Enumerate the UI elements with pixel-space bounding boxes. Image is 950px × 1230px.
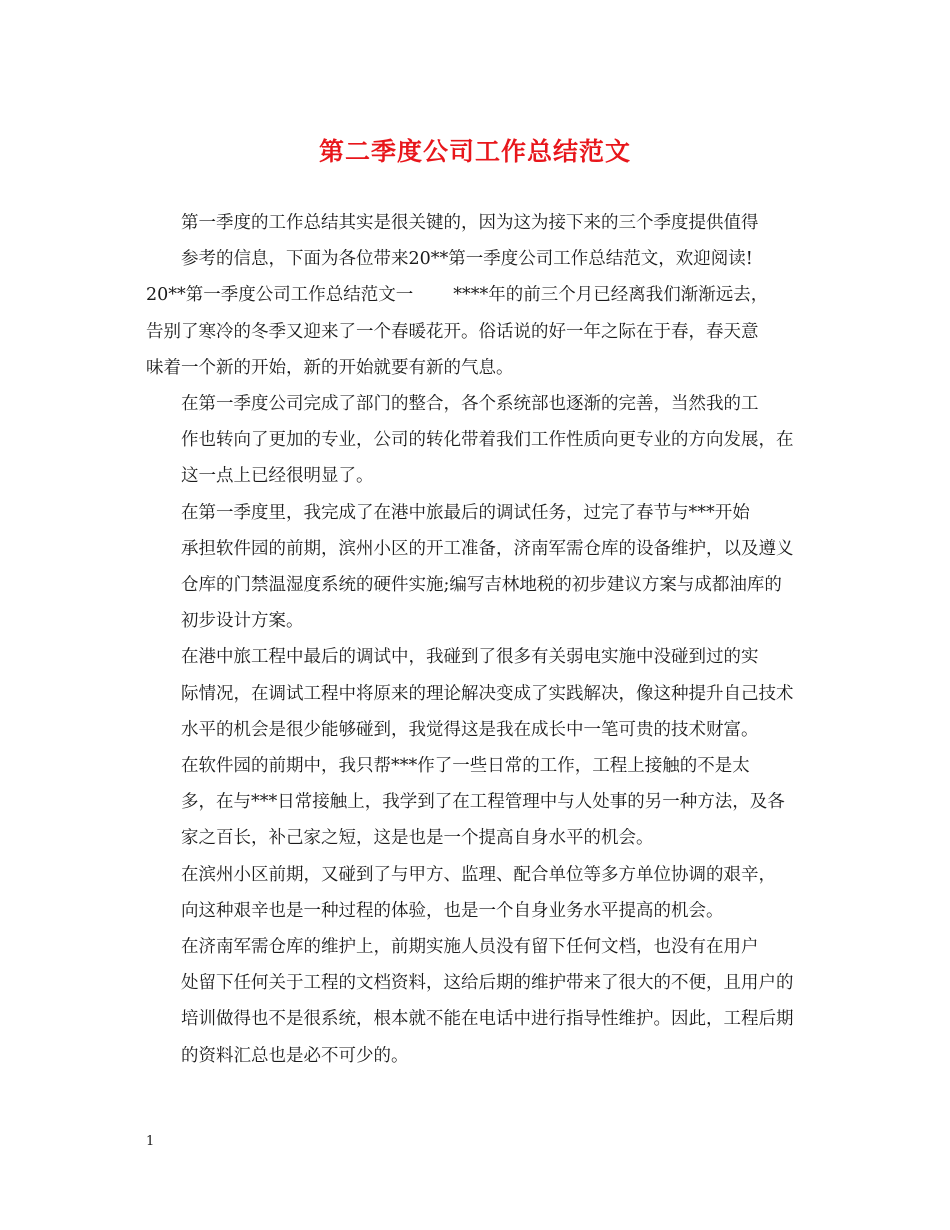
text-line: 的资料汇总也是必不可少的。 <box>181 1045 409 1066</box>
text-line: 多，在与***日常接触上，我学到了在工程管理中与人处事的另一种方法，及各 <box>181 792 785 813</box>
text-line: 告别了寒冷的冬季又迎来了一个春暖花开。俗话说的好一年之际在于春，春天意 <box>146 321 759 342</box>
text-line: 在济南军需仓库的维护上，前期实施人员没有留下任何文档，也没有在用户 <box>181 937 759 958</box>
text-line: 培训做得也不是很系统，根本就不能在电话中进行指导性维护。因此，工程后期 <box>181 1009 794 1030</box>
text-line: 在滨州小区前期，又碰到了与甲方、监理、配合单位等多方单位协调的艰辛， <box>181 864 776 885</box>
paragraph <box>146 495 811 640</box>
page-number: 1 <box>146 1134 155 1149</box>
paragraph-intro <box>146 205 811 277</box>
paragraph <box>146 929 811 1074</box>
paragraph <box>146 639 811 748</box>
text-line: 味着一个新的开始，新的开始就要有新的气息。 <box>146 357 514 378</box>
paragraph <box>146 748 811 857</box>
text-line <box>146 277 811 313</box>
text-line: 第一季度的工作总结其实是很关键的，因为这为接下来的三个季度提供值得 <box>181 213 759 233</box>
text-line: 处留下任何关于工程的文档资料，这给后期的维护带来了很大的不便，且用户的 <box>181 973 794 994</box>
text-fragment: ****年的前三个月已经离我们渐渐远去， <box>453 285 769 306</box>
text-line: 仓库的门禁温湿度系统的硬件实施;编写吉林地税的初步建议方案与成都油库的 <box>181 575 782 596</box>
text-line: 在第一季度里，我完成了在港中旅最后的调试任务，过完了春节与***开始 <box>181 502 750 523</box>
text-line: 初步设计方案。 <box>181 611 304 632</box>
text-line: 在港中旅工程中最后的调试中，我碰到了很多有关弱电实施中没碰到过的实 <box>181 647 759 668</box>
paragraph <box>146 386 811 495</box>
text-line: 水平的机会是很少能够碰到，我觉得这是我在成长中一笔可贵的技术财富。 <box>181 719 759 740</box>
text-line: 这一点上已经很明显了。 <box>181 466 374 487</box>
text-line: 向这种艰辛也是一种过程的体验，也是一个自身业务水平提高的机会。 <box>181 900 724 921</box>
text-line: 在第一季度公司完成了部门的整合，各个系统部也逐渐的完善，当然我的工 <box>181 394 759 415</box>
page-title: 第二季度公司工作总结范文 <box>318 137 631 166</box>
paragraph <box>146 857 811 929</box>
text-line: 际情况，在调试工程中将原来的理论解决变成了实践解决，像这种提升自己技术 <box>181 683 794 704</box>
text-line: 作也转向了更加的专业，公司的转化带着我们工作性质向更专业的方向发展，在 <box>181 430 794 451</box>
text-line: 承担软件园的前期，滨州小区的开工准备，济南军需仓库的设备维护，以及遵义 <box>181 538 794 559</box>
text-line: 在软件园的前期中，我只帮***作了一些日常的工作，工程上接触的不是太 <box>181 756 750 777</box>
document-body <box>146 205 811 1074</box>
text-line: 家之百长，补己家之短，这是也是一个提高自身水平的机会。 <box>181 828 654 849</box>
paragraph-section-heading <box>146 277 811 386</box>
section-heading: 20**第一季度公司工作总结范文一 <box>146 285 414 306</box>
text-line: 参考的信息，下面为各位带来20**第一季度公司工作总结范文，欢迎阅读! <box>181 249 753 270</box>
